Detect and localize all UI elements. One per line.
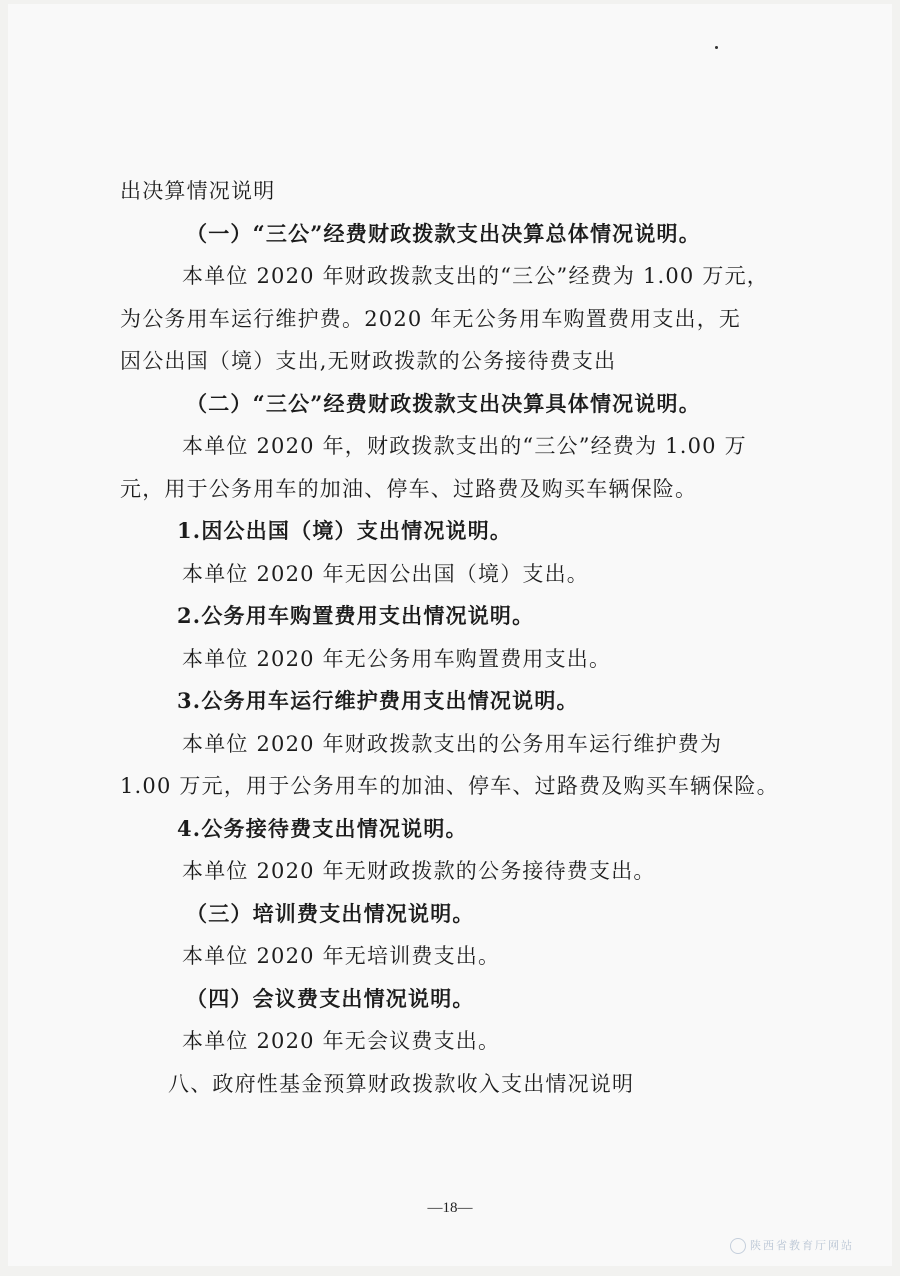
paragraph-line: 为公务用车运行维护费。2020 年无公务用车购置费用支出，无: [120, 306, 742, 331]
paragraph-line: 本单位 2020 年，财政拨款支出的“三公”经费为 1.00 万: [182, 434, 747, 458]
section-heading-8: 八、政府性基金预算财政拨款收入支出情况说明: [168, 1071, 635, 1096]
subsection-heading-3: （三）培训费支出情况说明。: [186, 900, 475, 926]
paragraph-line: 本单位 2020 年无公务用车购置费用支出。: [182, 646, 612, 671]
watermark-text: 陕西省教育厅网站: [750, 1239, 854, 1252]
document-body: [120, 170, 800, 1105]
item-heading-2: 2.公务用车购置费用支出情况说明。: [177, 603, 535, 628]
site-watermark: [730, 1237, 854, 1254]
paragraph-line: 本单位 2020 年无因公出国（境）支出。: [182, 561, 589, 586]
paragraph-line: 本单位 2020 年财政拨款支出的公务用车运行维护费为: [182, 731, 723, 756]
item-heading-3: 3.公务用车运行维护费用支出情况说明。: [177, 688, 579, 713]
paragraph-line: 1.00 万元，用于公务用车的加油、停车、过路费及购买车辆保险。: [120, 774, 779, 798]
document-page: [8, 4, 892, 1266]
subsection-heading-2: （二）“三公”经费财政拨款支出决算具体情况说明。: [186, 390, 701, 416]
section-continuation-heading: 出决算情况说明: [120, 179, 276, 203]
page-number: —18—: [427, 1200, 473, 1216]
subsection-heading-1: （一）“三公”经费财政拨款支出决算总体情况说明。: [186, 220, 701, 246]
item-heading-1: 1.因公出国（境）支出情况说明。: [177, 518, 513, 543]
paragraph-line: 因公出国（境）支出,无财政拨款的公务接待费支出: [120, 349, 617, 373]
paragraph-line: 元，用于公务用车的加油、停车、过路费及购买车辆保险。: [120, 476, 698, 501]
paragraph-line: 本单位 2020 年无财政拨款的公务接待费支出。: [182, 859, 656, 883]
paragraph-line: 本单位 2020 年无培训费支出。: [182, 944, 501, 968]
watermark-logo-icon: [730, 1238, 746, 1254]
speck-mark: [715, 46, 718, 49]
paragraph-line: 本单位 2020 年财政拨款支出的“三公”经费为 1.00 万元，: [182, 264, 769, 288]
item-heading-4: 4.公务接待费支出情况说明。: [177, 815, 468, 841]
subsection-heading-4: （四）会议费支出情况说明。: [186, 985, 475, 1011]
paragraph-line: 本单位 2020 年无会议费支出。: [182, 1029, 501, 1053]
